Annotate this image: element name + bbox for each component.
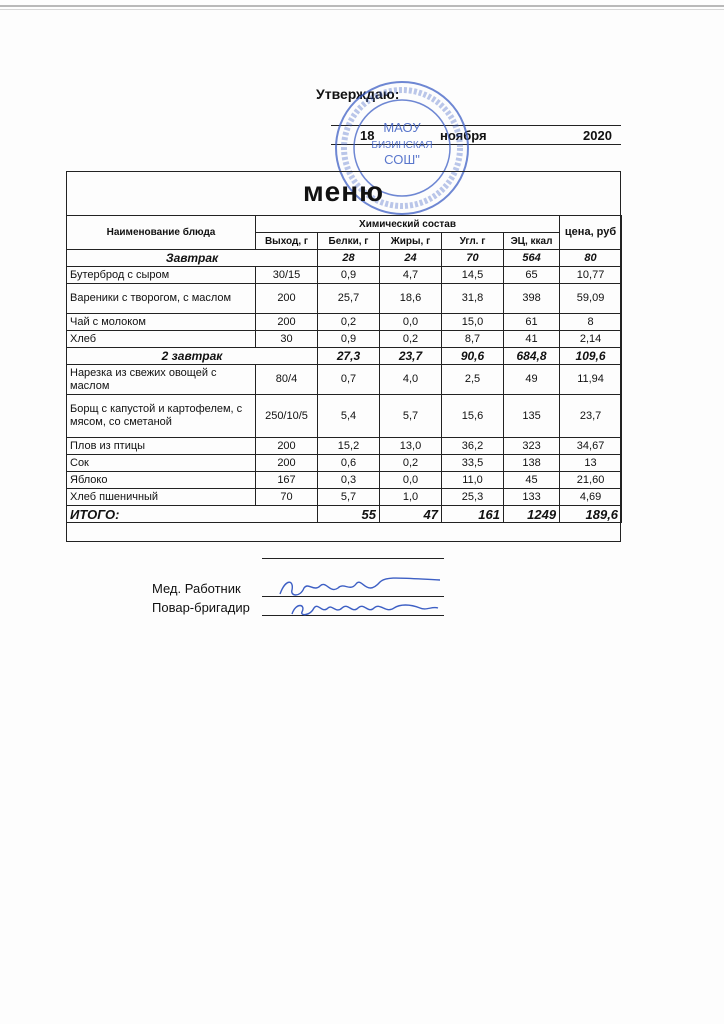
table-row [67, 395, 622, 438]
stamp-line-3: СОШ" [384, 152, 420, 167]
dish-output: 200 [256, 438, 318, 455]
dish-output: 70 [256, 489, 318, 506]
dish-name: Вареники с творогом, с маслом [67, 284, 256, 314]
dish-output: 30/15 [256, 267, 318, 284]
dish-price: 10,77 [560, 267, 622, 284]
dish-price: 4,69 [560, 489, 622, 506]
dish-name: Яблоко [67, 472, 256, 489]
dish-energy: 49 [504, 365, 560, 395]
total-energy: 1249 [504, 506, 560, 523]
dish-output: 200 [256, 284, 318, 314]
total-fat: 47 [380, 506, 442, 523]
medic-label: Мед. Работник [152, 581, 241, 596]
dish-carbs: 15,6 [442, 395, 504, 438]
dish-fat: 5,7 [380, 395, 442, 438]
dish-output: 200 [256, 455, 318, 472]
dish-name: Хлеб [67, 331, 256, 348]
dish-fat: 0,2 [380, 455, 442, 472]
dish-energy: 41 [504, 331, 560, 348]
dish-protein: 0,7 [318, 365, 380, 395]
dish-price: 8 [560, 314, 622, 331]
section-price: 80 [560, 250, 622, 267]
dish-output: 200 [256, 314, 318, 331]
header-protein: Белки, г [318, 233, 380, 250]
cook-signature-scribble [292, 605, 438, 615]
dish-fat: 0,2 [380, 331, 442, 348]
dish-name: Сок [67, 455, 256, 472]
dish-name: Бутерброд с сыром [67, 267, 256, 284]
header-price: цена, руб [560, 216, 622, 250]
dish-price: 34,67 [560, 438, 622, 455]
dish-carbs: 11,0 [442, 472, 504, 489]
total-protein: 55 [318, 506, 380, 523]
table-row [67, 455, 622, 472]
section-fat: 24 [380, 250, 442, 267]
stamp-line-2: БИЗИНСКАЯ [371, 140, 433, 151]
dish-energy: 398 [504, 284, 560, 314]
dish-carbs: 25,3 [442, 489, 504, 506]
table-row [67, 314, 622, 331]
table-row [67, 284, 622, 314]
dish-protein: 0,2 [318, 314, 380, 331]
dish-carbs: 31,8 [442, 284, 504, 314]
section-price: 109,6 [560, 348, 622, 365]
dish-energy: 138 [504, 455, 560, 472]
handwritten-signatures [270, 568, 450, 620]
dish-name: Хлеб пшеничный [67, 489, 256, 506]
table-row [67, 489, 622, 506]
approve-year: 2020 [583, 128, 612, 143]
dish-fat: 0,0 [380, 314, 442, 331]
dish-output: 80/4 [256, 365, 318, 395]
table-row [67, 472, 622, 489]
dish-fat: 4,7 [380, 267, 442, 284]
dish-name: Чай с молоком [67, 314, 256, 331]
approve-day: 18 [360, 128, 375, 143]
dish-name: Нарезка из свежих овощей с маслом [67, 365, 256, 395]
dish-output: 30 [256, 331, 318, 348]
section-energy: 564 [504, 250, 560, 267]
dish-carbs: 2,5 [442, 365, 504, 395]
dish-protein: 25,7 [318, 284, 380, 314]
dish-output: 167 [256, 472, 318, 489]
header-energy: ЭЦ, ккал [504, 233, 560, 250]
dish-price: 23,7 [560, 395, 622, 438]
section-label: Завтрак [67, 250, 318, 267]
section-second-breakfast [67, 348, 622, 365]
dish-fat: 18,6 [380, 284, 442, 314]
dish-carbs: 36,2 [442, 438, 504, 455]
dish-protein: 0,6 [318, 455, 380, 472]
dish-price: 13 [560, 455, 622, 472]
scan-edge-line-2 [0, 9, 724, 10]
medic-signature-scribble [280, 578, 440, 595]
dish-protein: 0,9 [318, 331, 380, 348]
table-row [67, 267, 622, 284]
total-row [67, 506, 622, 523]
header-dish: Наименование блюда [67, 216, 256, 250]
dish-protein: 15,2 [318, 438, 380, 455]
dish-price: 21,60 [560, 472, 622, 489]
dish-fat: 1,0 [380, 489, 442, 506]
dish-energy: 65 [504, 267, 560, 284]
table-row [67, 438, 622, 455]
section-label: 2 завтрак [67, 348, 318, 365]
approve-month: ноября [440, 128, 487, 143]
table-row [67, 365, 622, 395]
section-breakfast [67, 250, 622, 267]
dish-energy: 135 [504, 395, 560, 438]
approve-label: Утверждаю: [316, 86, 400, 102]
dish-carbs: 8,7 [442, 331, 504, 348]
dish-carbs: 14,5 [442, 267, 504, 284]
dish-fat: 0,0 [380, 472, 442, 489]
section-carbs: 90,6 [442, 348, 504, 365]
dish-output: 250/10/5 [256, 395, 318, 438]
dish-energy: 61 [504, 314, 560, 331]
cook-label: Повар-бригадир [152, 600, 250, 615]
dish-price: 2,14 [560, 331, 622, 348]
dish-protein: 0,3 [318, 472, 380, 489]
dish-fat: 4,0 [380, 365, 442, 395]
header-chem: Химический состав [256, 216, 560, 233]
header-carbs: Угл. г [442, 233, 504, 250]
dish-protein: 0,9 [318, 267, 380, 284]
stamp-line-1: МАОУ [383, 120, 421, 135]
section-carbs: 70 [442, 250, 504, 267]
scan-edge-line [0, 5, 724, 7]
section-protein: 28 [318, 250, 380, 267]
header-fat: Жиры, г [380, 233, 442, 250]
header-output: Выход, г [256, 233, 318, 250]
menu-table [66, 215, 622, 523]
dish-carbs: 15,0 [442, 314, 504, 331]
total-price: 189,6 [560, 506, 622, 523]
total-carbs: 161 [442, 506, 504, 523]
table-row [67, 331, 622, 348]
dish-fat: 13,0 [380, 438, 442, 455]
dish-price: 11,94 [560, 365, 622, 395]
section-fat: 23,7 [380, 348, 442, 365]
dish-energy: 45 [504, 472, 560, 489]
dish-name: Борщ с капустой и картофелем, с мясом, со сметаной [67, 395, 256, 438]
dish-name: Плов из птицы [67, 438, 256, 455]
menu-title: меню [302, 176, 385, 207]
dish-energy: 133 [504, 489, 560, 506]
dish-carbs: 33,5 [442, 455, 504, 472]
section-energy: 684,8 [504, 348, 560, 365]
signature-top-line [262, 558, 444, 559]
total-label: ИТОГО: [67, 506, 318, 523]
header-row-1 [67, 216, 622, 233]
dish-protein: 5,7 [318, 489, 380, 506]
section-protein: 27,3 [318, 348, 380, 365]
dish-protein: 5,4 [318, 395, 380, 438]
dish-energy: 323 [504, 438, 560, 455]
dish-price: 59,09 [560, 284, 622, 314]
